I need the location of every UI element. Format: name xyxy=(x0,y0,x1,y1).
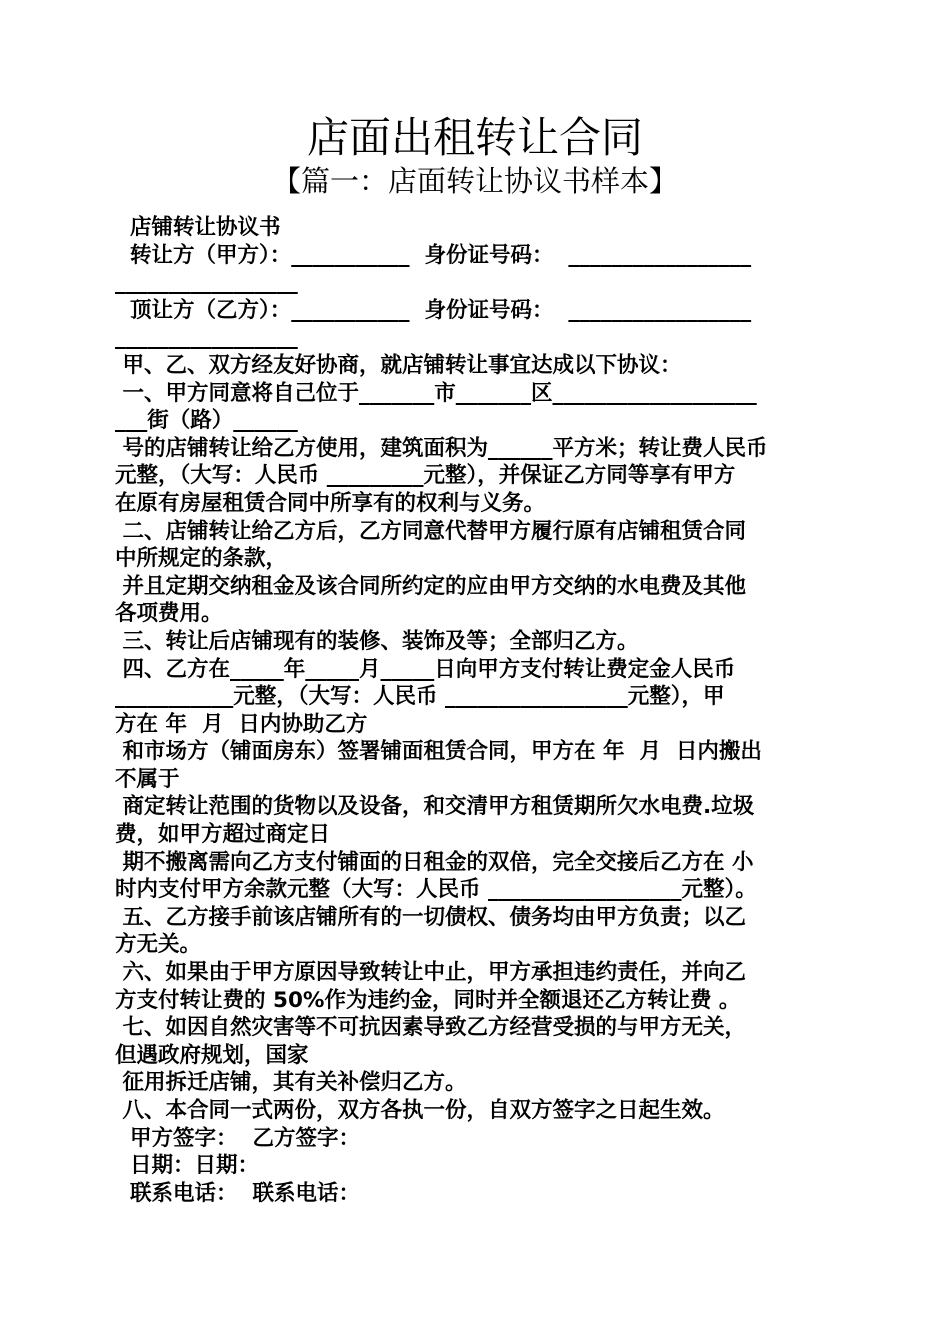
contract-line: 费，如甲方超过商定日 xyxy=(115,822,331,848)
contract-line: 五、乙方接手前该店铺所有的一切债权、债务均由甲方负责；以乙 xyxy=(115,904,746,930)
contract-line: 在原有房屋租赁合同中所享有的权利与义务。 xyxy=(115,490,546,516)
contract-line: 一、甲方同意将自己位于_______市_______区___________________ xyxy=(115,380,757,406)
contract-line: 但遇政府规划，国家 xyxy=(115,1042,309,1068)
contract-line: 和市场方（铺面房东）签署铺面租赁合同，甲方在 年 月 日内搬出 xyxy=(115,739,762,765)
contract-line: 号的店铺转让给乙方使用，建筑面积为______平方米；转让费人民币 xyxy=(115,435,768,461)
contract-line: 时内支付甲方余款元整（大写：人民币 __________________元整）。 xyxy=(115,877,757,903)
contract-line: 方支付转让费的 50%作为违约金，同时并全额退还乙方转让费 。 xyxy=(115,987,741,1013)
contract-body xyxy=(115,214,835,1207)
contract-line: 甲、乙、双方经友好协商，就店铺转让事宜达成以下协议： xyxy=(115,352,682,378)
contract-line: _________________ xyxy=(115,325,298,351)
signature-line-parties: 甲方签字： 乙方签字： xyxy=(115,1125,360,1151)
contract-line: 三、转让后店铺现有的装修、装饰及等；全部归乙方。 xyxy=(115,628,639,654)
contract-line: 期不搬离需向乙方支付铺面的日租金的双倍，完全交接后乙方在 小 xyxy=(115,849,754,875)
signature-line-phone: 联系电话： 联系电话： xyxy=(115,1180,360,1206)
contract-line: _________________ xyxy=(115,270,298,296)
contract-line: 店铺转让协议书 xyxy=(115,215,281,240)
contract-line: 不属于 xyxy=(115,766,180,792)
contract-line: 并且定期交纳租金及该合同所约定的应由甲方交纳的水电费及其他 xyxy=(115,573,746,599)
contract-line: ___街（路）______ xyxy=(115,408,298,434)
contract-line: 八、本合同一式两份，双方各执一份，自双方签字之日起生效。 xyxy=(115,1098,725,1123)
signature-line-date: 日期：日期： xyxy=(115,1153,259,1179)
document-subtitle: 【篇一：店面转让协议书样本】 xyxy=(271,164,678,198)
contract-line: 二、店铺转让给乙方后，乙方同意代替甲方履行原有店铺租赁合同 xyxy=(115,518,746,544)
contract-line: 方无关。 xyxy=(115,932,202,958)
contract-line: 征用拆迁店铺，其有关补偿归乙方。 xyxy=(115,1070,467,1096)
contract-line: 转让方（甲方）：___________ 身份证号码： _________________ xyxy=(115,242,752,268)
contract-line: 商定转让范围的货物以及设备，和交清甲方租赁期所欠水电费.垃圾 xyxy=(115,794,755,820)
contract-line: 元整，（大写：人民币 _________元整），并保证乙方同等享有甲方 xyxy=(115,463,736,489)
contract-line: 七、如因自然灾害等不可抗因素导致乙方经营受损的与甲方无关， xyxy=(115,1015,746,1041)
document-title: 店面出租转让合同 xyxy=(306,113,643,162)
contract-line: ___________元整，（大写：人民币 _________________元整），甲 xyxy=(115,684,725,710)
contract-line: 方在 年 月 日内协助乙方 xyxy=(115,711,368,737)
contract-line: 各项费用。 xyxy=(115,601,223,627)
contract-line: 顶让方（乙方）：___________ 身份证号码： _________________ xyxy=(115,297,752,323)
contract-line: 中所规定的条款， xyxy=(115,546,288,572)
contract-line: 四、乙方在_____年_____月_____日向甲方支付转让费定金人民币 xyxy=(115,656,736,682)
contract-line: 六、如果由于甲方原因导致转让中止，甲方承担违约责任，并向乙 xyxy=(115,960,746,986)
